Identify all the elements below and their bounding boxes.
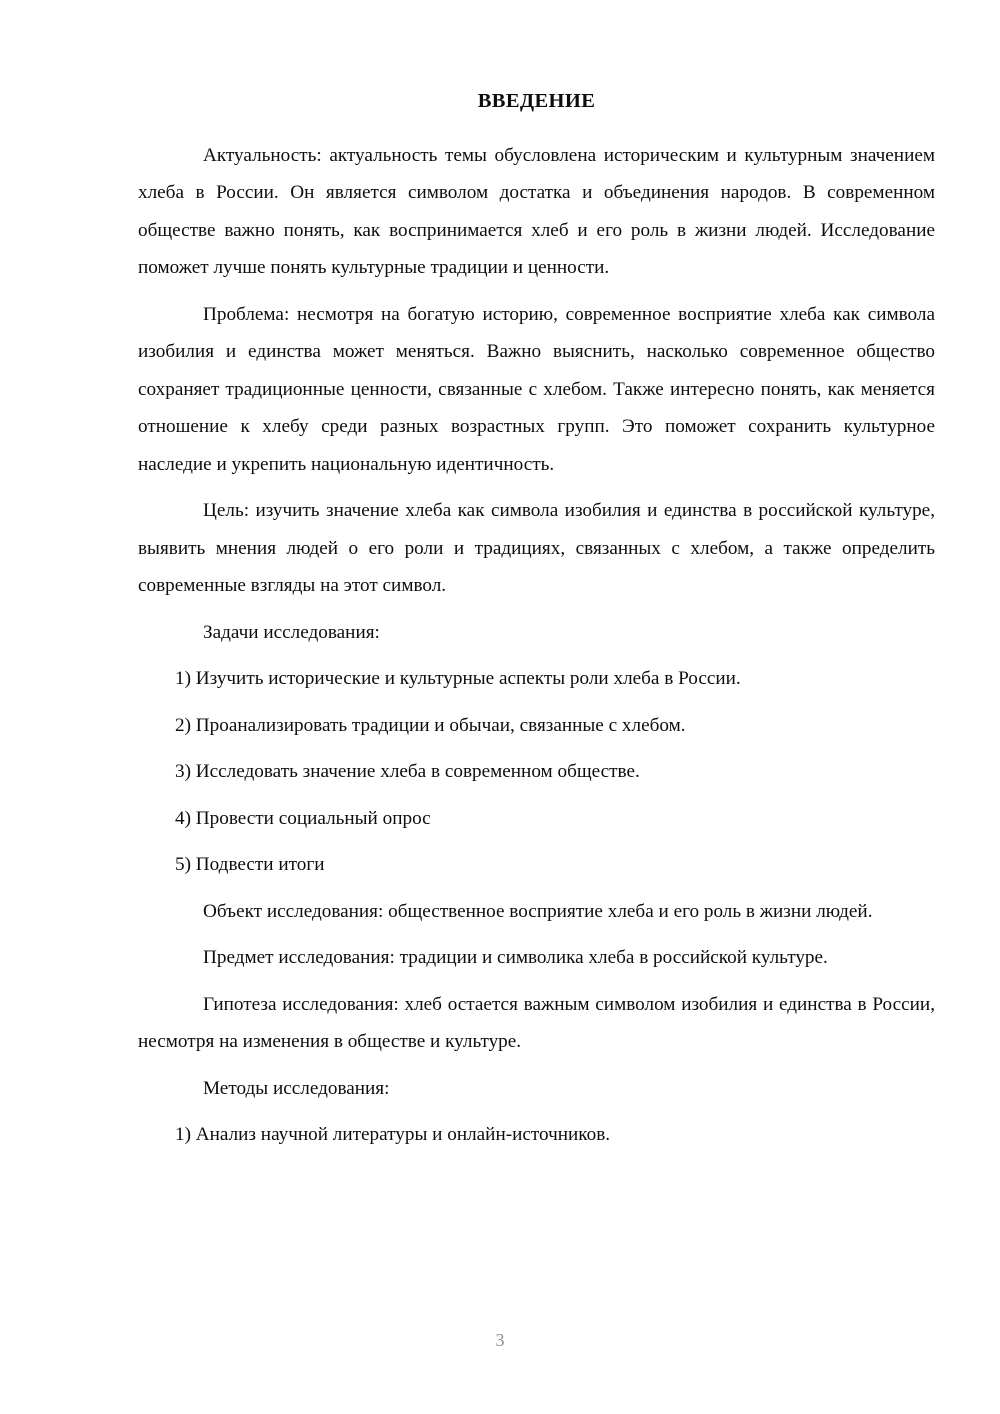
list-item: 2) Проанализировать традиции и обычаи, связанные с хлебом. [175,714,686,736]
list-item: 1) Изучить исторические и культурные аспекты роли хлеба в России. [175,668,741,690]
paragraph-problem: Проблема: несмотря на богатую историю, современное восприятие хлеба как символа изобилия и единства может меняться. Важно выяснить, насколько современное общество сохраняет традиционные ценности, связанные с хлебом. Также интересно понять, как меняется отношение к хлебу среди разных возрастных групп. Это поможет сохранить культурное наследие и укрепить национальную идентичность. [138,303,935,475]
document-body [138,88,935,1163]
page-number: 3 [495,1330,505,1350]
paragraph-object: Объект исследования: общественное восприятие хлеба и его роль в жизни людей. [203,900,873,922]
page-title: ВВЕДЕНИЕ [477,90,596,112]
paragraph-subject: Предмет исследования: традиции и символика хлеба в российской культуре. [203,947,828,969]
paragraph-relevance: Актуальность: актуальность темы обусловлена историческим и культурным значением хлеба в России. Он является символом достатка и объединения народов. В современном обществе важно понять, как воспринимается хлеб и его роль в жизни людей. Исследование поможет лучше понять культурные традиции и ценности. [138,144,935,279]
list-item: 4) Провести социальный опрос [175,807,431,829]
list-item: 5) Подвести итоги [175,854,325,876]
methods-list [138,1116,935,1154]
paragraph-hypothesis: Гипотеза исследования: хлеб остается важным символом изобилия и единства в России, несмотря на изменения в обществе и культуре. [138,993,935,1053]
paragraph-goal: Цель: изучить значение хлеба как символа изобилия и единства в российской культуре, выявить мнения людей о его роли и традициях, связанных с хлебом, а также определить современные взгляды на этот символ. [138,500,935,597]
tasks-label: Задачи исследования: [203,621,380,643]
methods-label: Методы исследования: [203,1077,390,1099]
list-item: 1) Анализ научной литературы и онлайн-источников. [175,1124,611,1146]
list-item: 3) Исследовать значение хлеба в современном обществе. [175,761,640,783]
tasks-list [138,660,935,884]
